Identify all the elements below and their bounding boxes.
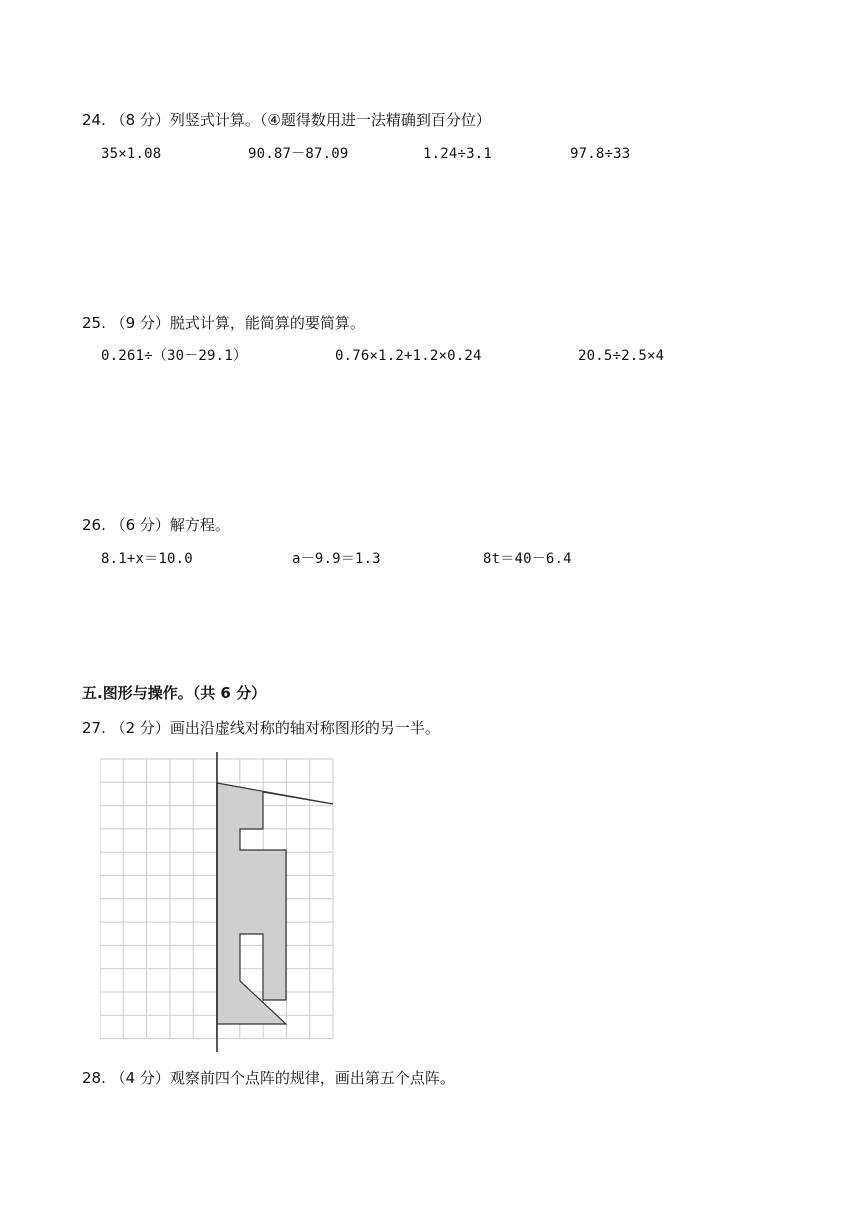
q28-title: 28. （4 分）观察前四个点阵的规律，画出第五个点阵。 — [82, 1069, 455, 1087]
q26-item-2: a－9.9＝1.3 — [292, 551, 381, 567]
q25-title: 25. （9 分）脱式计算，能简算的要简算。 — [82, 314, 365, 332]
section-title: 五.图形与操作。（共 6 分） — [82, 684, 267, 702]
q24-item-3: 1.24÷3.1 — [423, 146, 493, 162]
q26-item-3: 8t＝40－6.4 — [483, 551, 572, 567]
symmetry-grid-figure — [100, 752, 340, 1052]
q24-item-1: 35×1.08 — [101, 146, 162, 162]
q26-item-1: 8.1+x＝10.0 — [101, 551, 193, 567]
q25-item-2: 0.76×1.2+1.2×0.24 — [335, 348, 482, 364]
q26-title: 26. （6 分）解方程。 — [82, 516, 230, 534]
q24-title: 24. （8 分）列竖式计算。（④题得数用进一法精确到百分位） — [82, 111, 491, 129]
q25-item-3: 20.5÷2.5×4 — [578, 348, 665, 364]
half-shape — [217, 783, 333, 1024]
q24-item-2: 90.87－87.09 — [248, 146, 349, 162]
q27-title: 27. （2 分）画出沿虚线对称的轴对称图形的另一半。 — [82, 719, 440, 737]
q25-item-1: 0.261÷（30－29.1） — [101, 348, 248, 364]
q24-item-4: 97.8÷33 — [570, 146, 631, 162]
